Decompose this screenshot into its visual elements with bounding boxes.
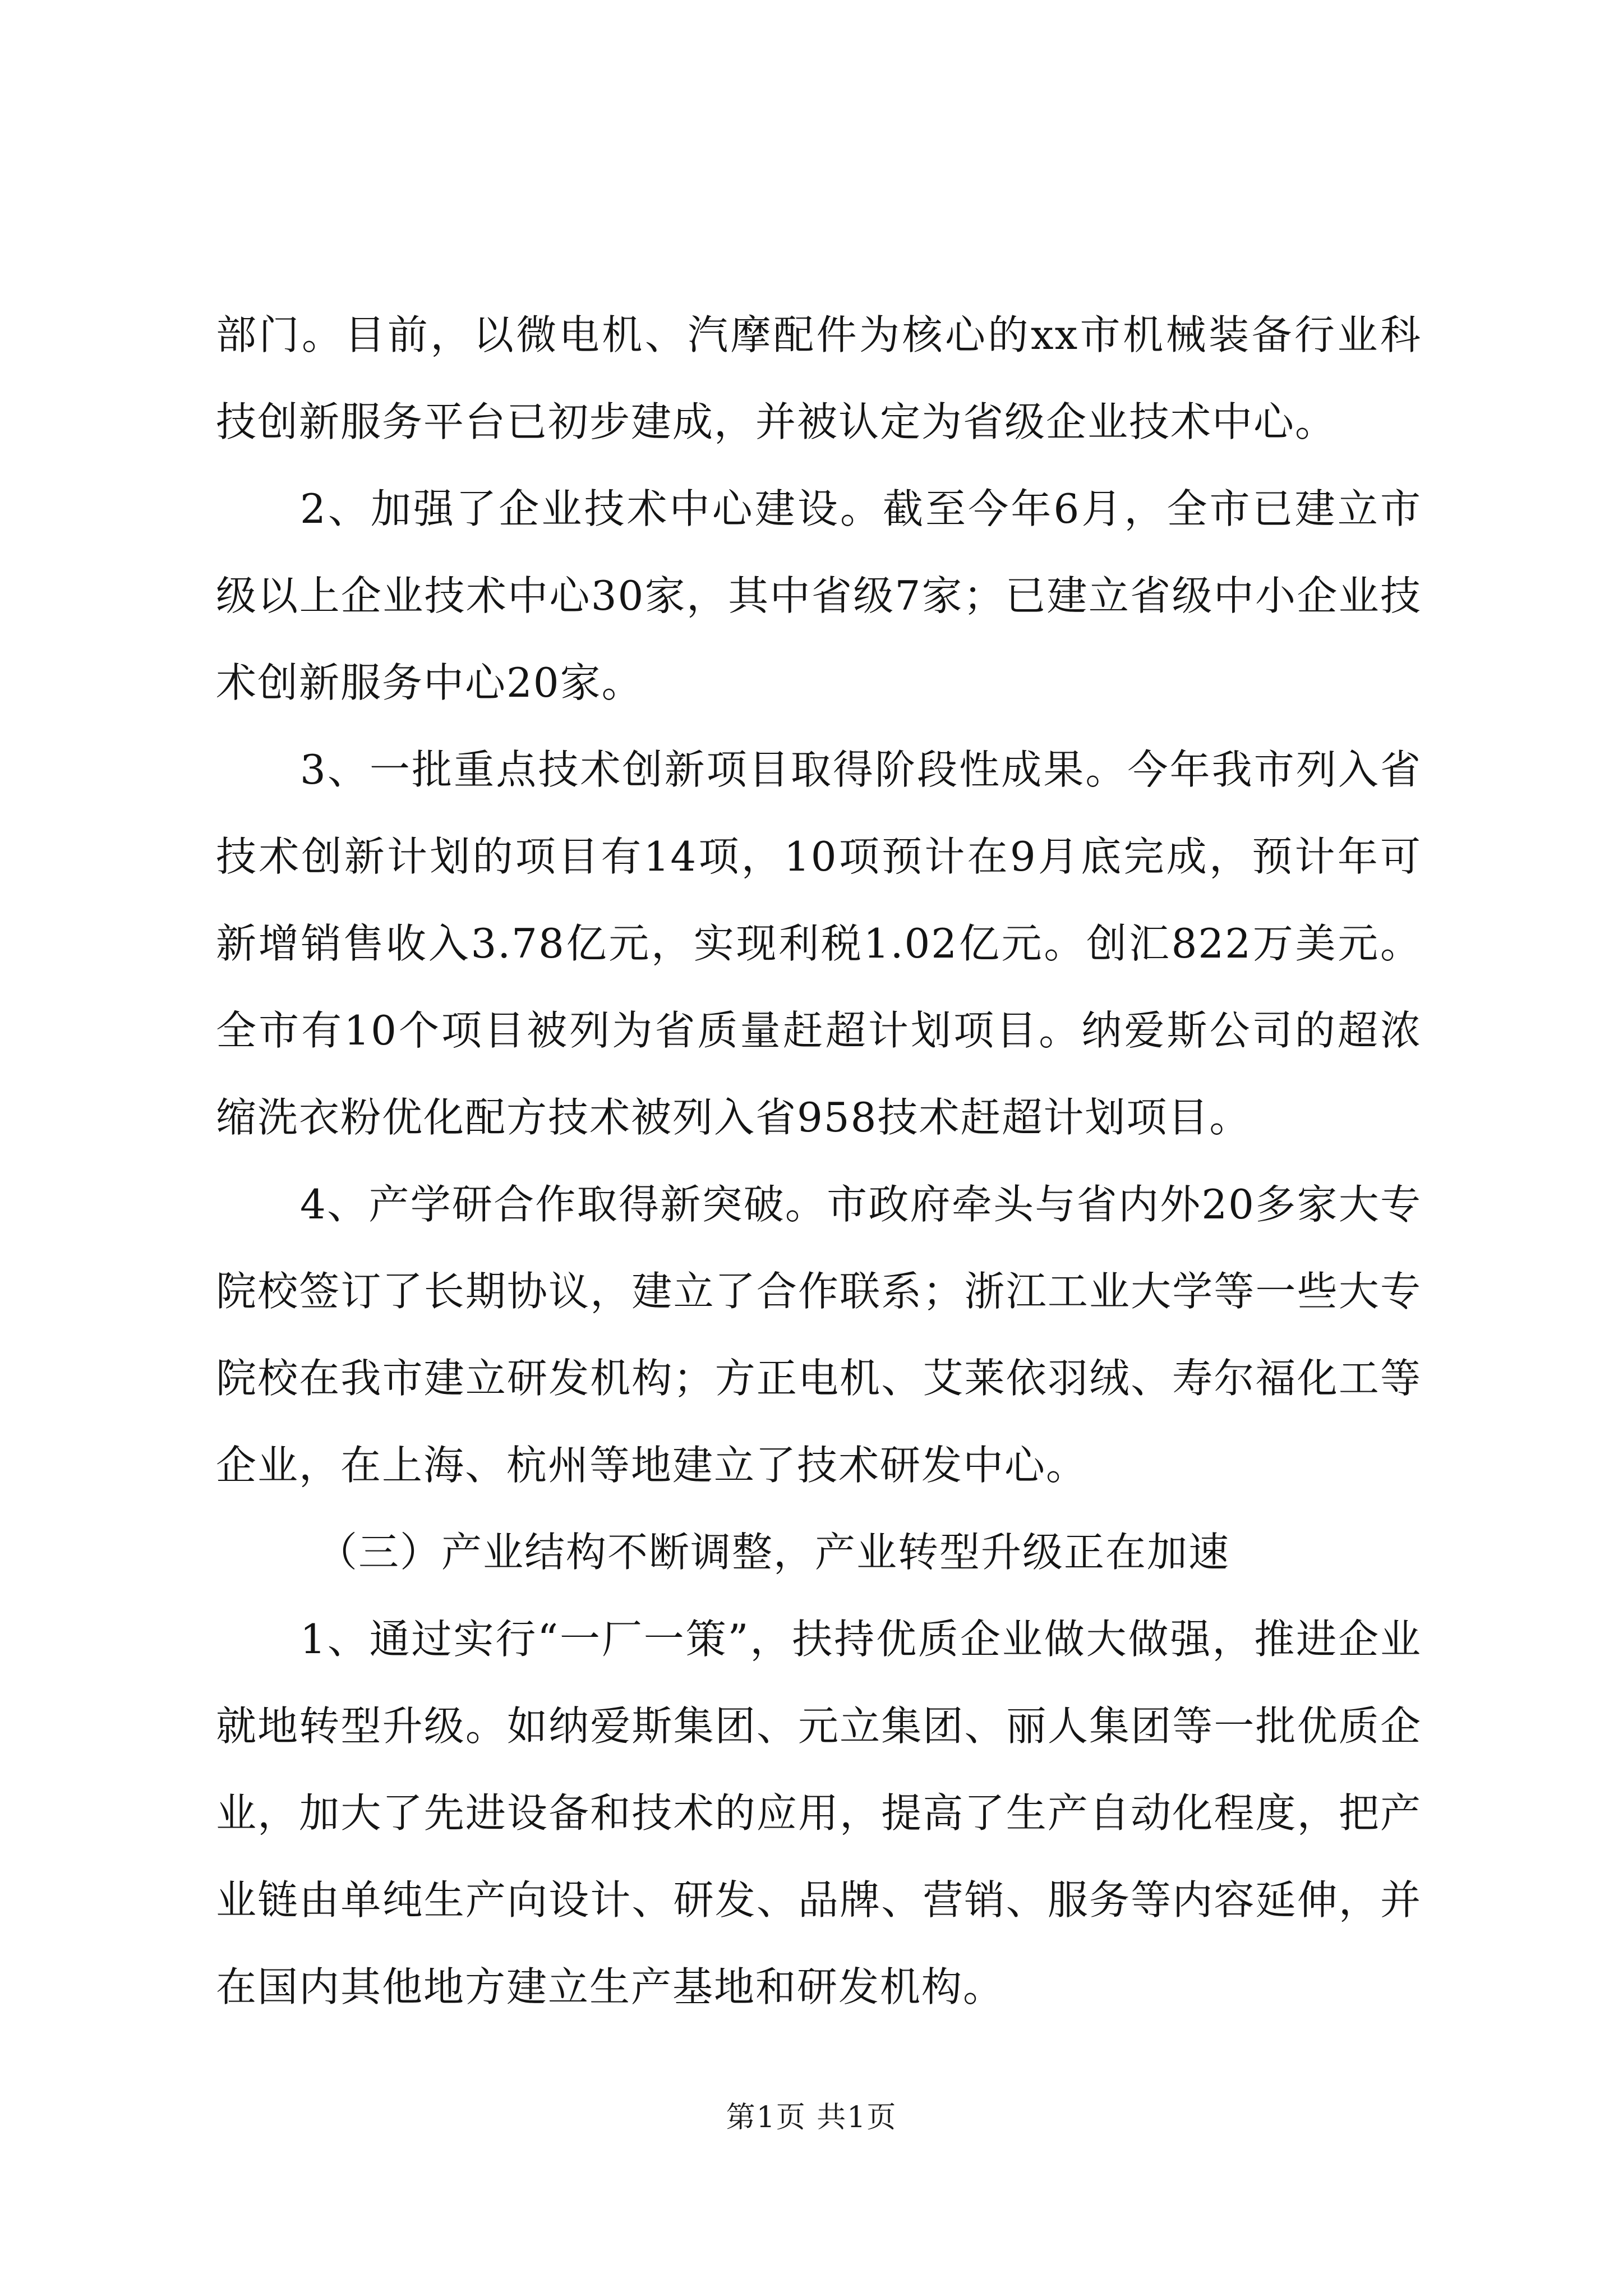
document-body: [216, 292, 1422, 2031]
paragraph-item-4: 4、产学研合作取得新突破。市政府牵头与省内外20多家大专院校签订了长期协议，建立了合作联系；浙江工业大学等一些大专院校在我市建立研发机构；方正电机、艾莱依羽绒、寿尔福化工等企业，在上海、杭州等地建立了技术研发中心。: [216, 1181, 1422, 1489]
paragraph-item-1: 1、通过实行“一厂一策”，扶持优质企业做大做强，推进企业就地转型升级。如纳爱斯集团、元立集团、丽人集团等一批优质企业，加大了先进设备和技术的应用，提高了生产自动化程度，把产业链由单纯生产向设计、研发、品牌、营销、服务等内容延伸，并在国内其他地方建立生产基地和研发机构。: [216, 1616, 1422, 2010]
paragraph-item-3: 3、一批重点技术创新项目取得阶段性成果。今年我市列入省技术创新计划的项目有14项，10项预计在9月底完成，预计年可新增销售收入3.78亿元，实现利税1.02亿元。创汇822万美元。全市有10个项目被列为省质量赶超计划项目。纳爱斯公司的超浓缩洗衣粉优化配方技术被列入省958技术赶超计划项目。: [216, 746, 1422, 1141]
paragraph-continuation: 部门。目前，以微电机、汽摩配件为核心的xx市机械装备行业科技创新服务平台已初步建成，并被认定为省级企业技术中心。: [216, 311, 1422, 445]
section-heading: （三）产业结构不断调整，产业转型升级正在加速: [317, 1529, 1230, 1576]
page-footer: 第1页 共1页: [726, 2101, 897, 2134]
paragraph-item-2: 2、加强了企业技术中心建设。截至今年6月，全市已建立市级以上企业技术中心30家，其中省级7家；已建立省级中小企业技术创新服务中心20家。: [216, 485, 1422, 706]
